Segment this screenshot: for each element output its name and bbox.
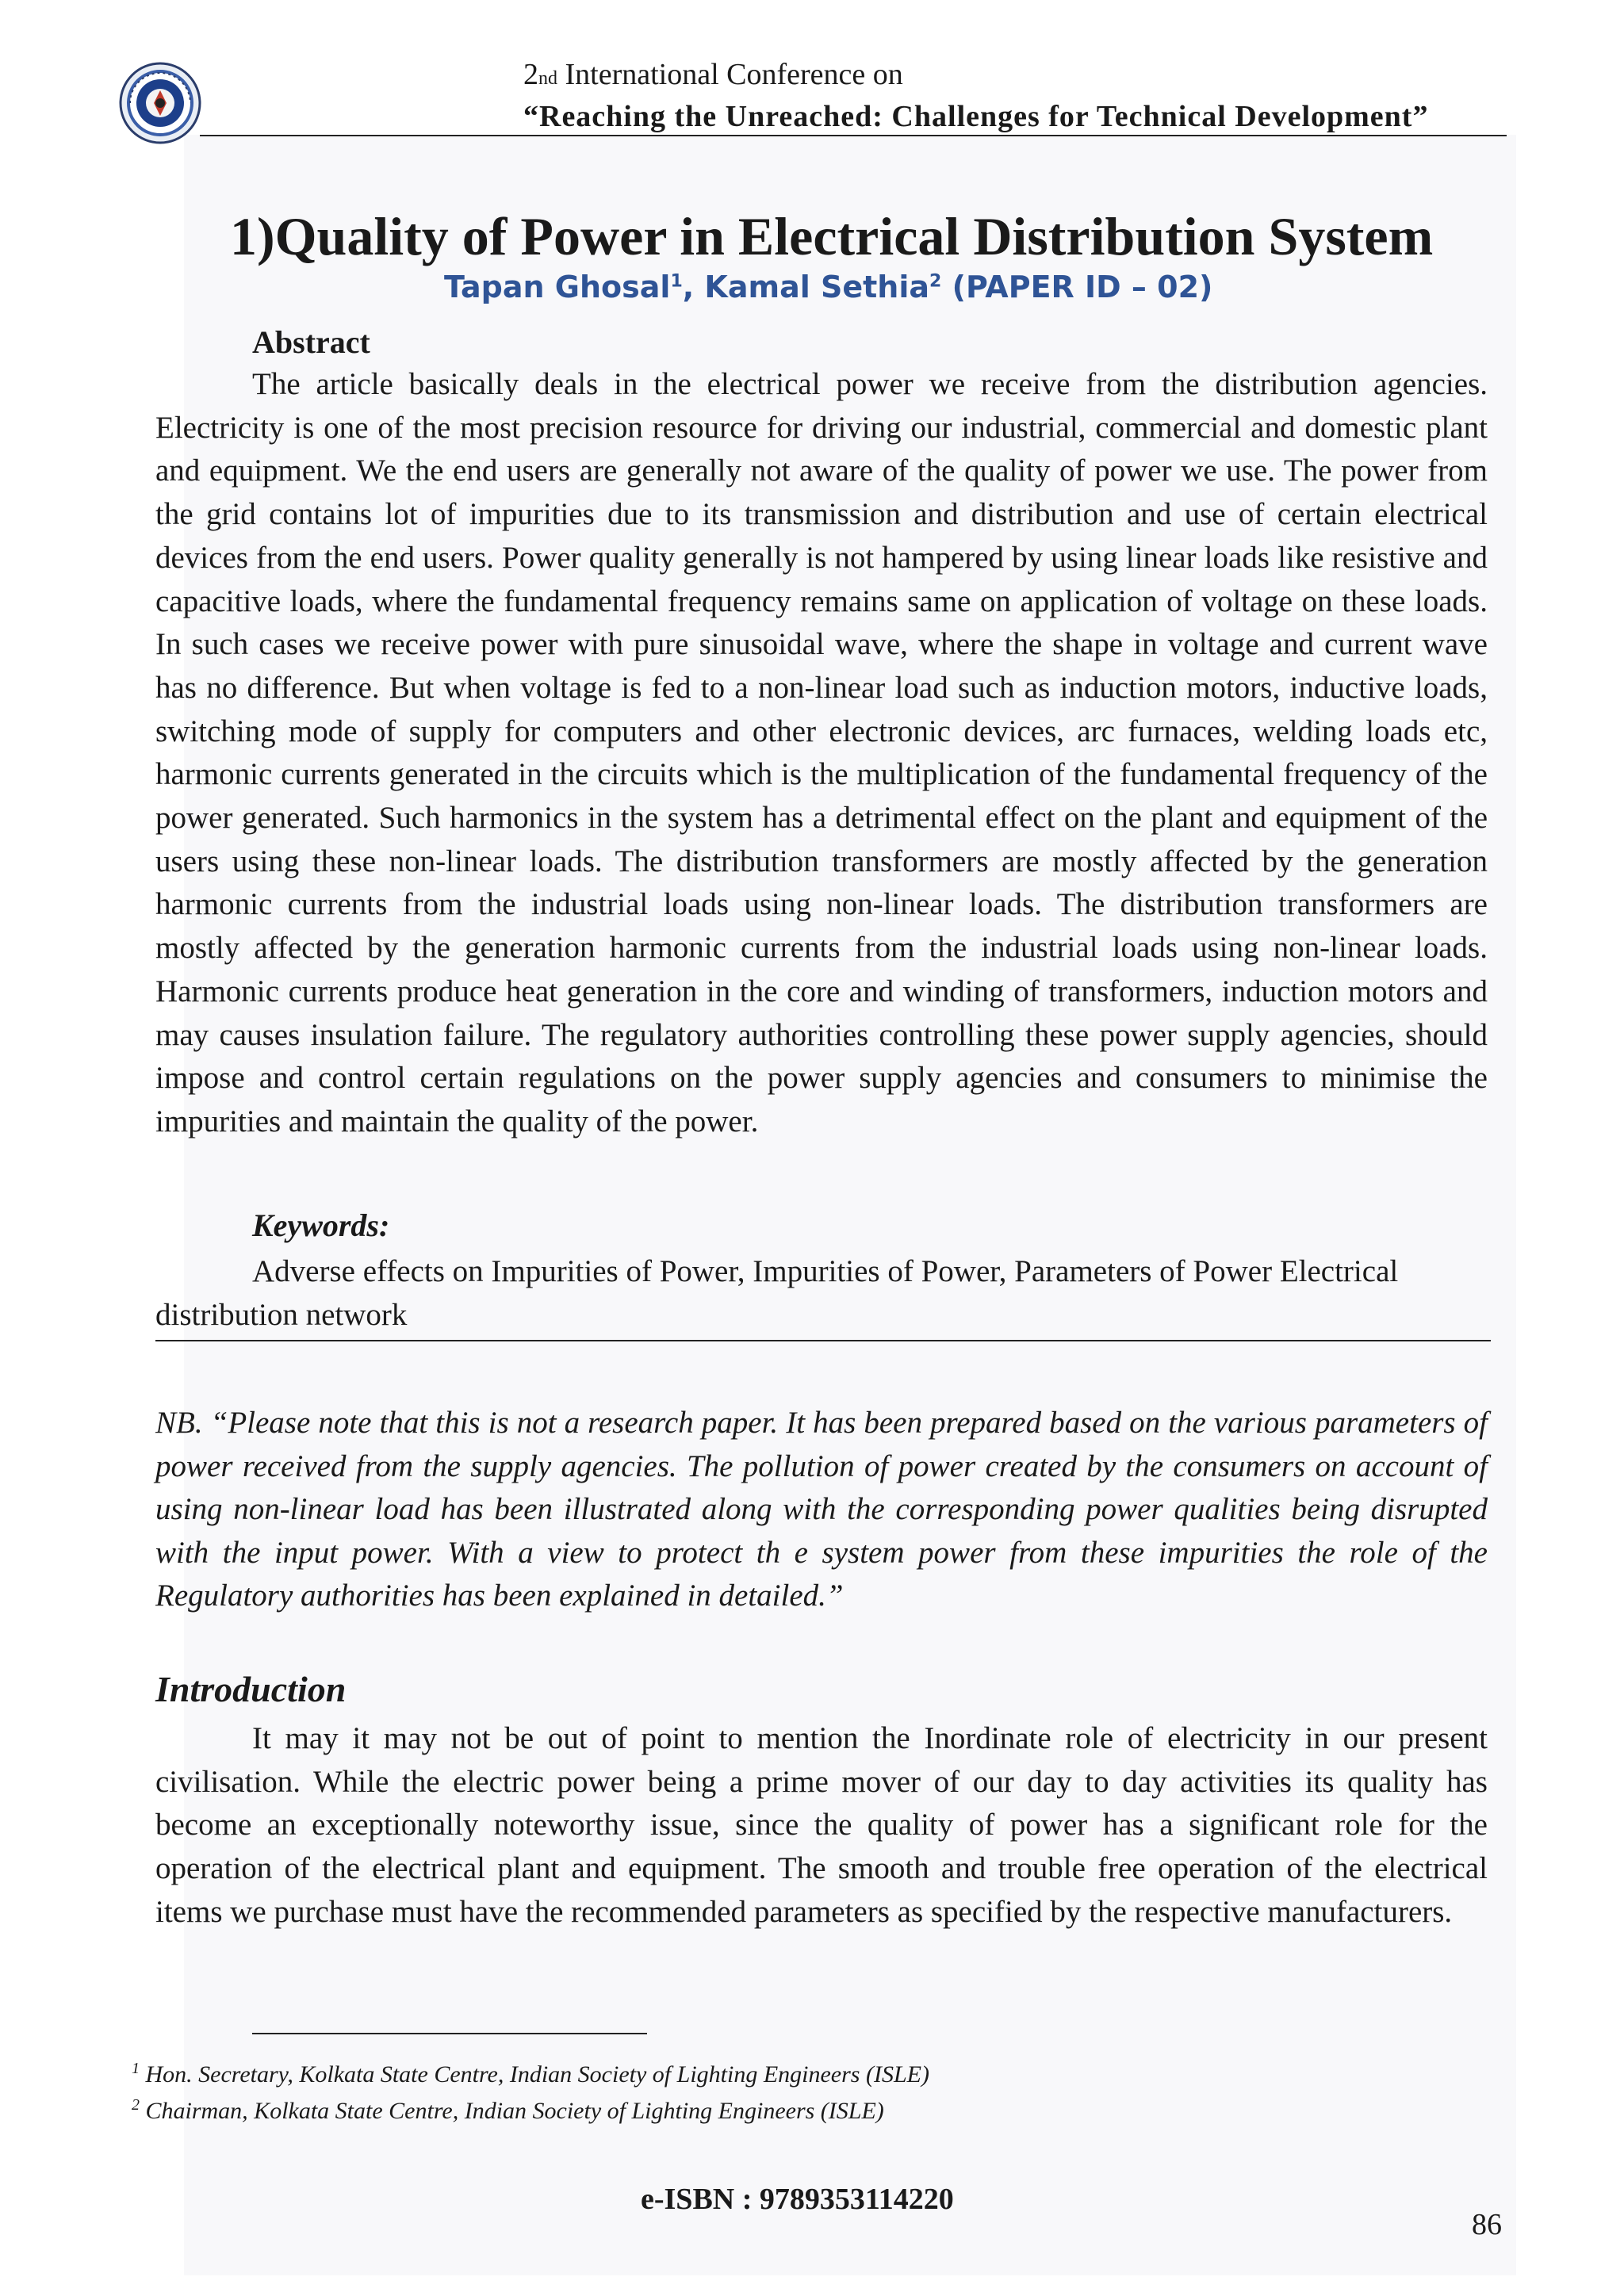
- footnote-1-mark: 1: [132, 2060, 140, 2077]
- conference-logo-icon: [119, 62, 201, 144]
- introduction-heading: Introduction: [155, 1669, 347, 1709]
- keywords-divider: [155, 1340, 1491, 1341]
- ordinal-suffix: nd: [538, 68, 557, 89]
- conference-theme: “Reaching the Unreached: Challenges for Technical Development”: [523, 100, 1429, 133]
- keywords-heading: Keywords:: [252, 1207, 390, 1243]
- footnote-2-text: Chairman, Kolkata State Centre, Indian Society of Lighting Engineers (ISLE): [140, 2098, 884, 2124]
- footnote-1-text: Hon. Secretary, Kolkata State Centre, Indian Society of Lighting Engineers (ISLE): [140, 2061, 929, 2087]
- conference-line: [523, 55, 1515, 98]
- header-divider: [200, 135, 1507, 136]
- footnote-1: [132, 2053, 1400, 2090]
- isbn: e-ISBN : 9789353114220: [641, 2183, 954, 2216]
- conference-header: [523, 55, 1515, 136]
- author-1-mark: 1: [670, 271, 683, 292]
- keywords-text: Adverse effects on Impurities of Power, Impurities of Power, Parameters of Power Electrical distribution network: [155, 1254, 1399, 1332]
- footnote-2: [132, 2090, 1400, 2126]
- author-1: Tapan Ghosal: [444, 270, 671, 304]
- conference-name: International Conference on: [565, 58, 903, 91]
- page-number: 86: [1472, 2208, 1502, 2241]
- author-2: Kamal Sethia: [704, 270, 930, 304]
- footnote-divider: [252, 2033, 647, 2034]
- paper-id: (PAPER ID – 02): [941, 270, 1213, 304]
- introduction-text: It may it may not be out of point to mention the Inordinate role of electricity in our present civilisation. While the electric power being a prime mover of our day to day activities its quality has become an exceptionally noteworthy issue, since the quality of power has a significant role for the operation of the electrical plant and equipment. The smooth and trouble free operation of the electrical items we purchase must have the recommended parameters as specified by the respective manufacturers.: [155, 1721, 1488, 1929]
- footnotes: [132, 2053, 1400, 2126]
- paper-title: 1)Quality of Power in Electrical Distribution System: [230, 206, 1434, 266]
- abstract-text: The article basically deals in the electrical power we receive from the distribution agencies. Electricity is one of the most precision resource for driving our industrial, commercial and domestic plant and equipment. We the end users are generally not aware of the quality of power we use. The power from the grid contains lot of impurities due to its transmission and distribution and use of certain electrical devices from the end users. Power quality generally is not hampered by using linear loads like resistive and capacitive loads, where the fundamental frequency remains same on application of voltage on these loads. In such cases we receive power with pure sinusoidal wave, where the shape in voltage and current wave has no difference. But when voltage is fed to a non-linear load such as induction motors, inductive loads, switching mode of supply for computers and other electronic devices, arc furnaces, welding loads etc, harmonic currents generated in the circuits which is the multiplication of the fundamental frequency of the power generated. Such harmonics in the system has a detrimental effect on the plant and equipment of the users using these non-linear loads. The distribution transformers are mostly affected by the generation harmonic currents from the industrial loads using non-linear loads. The distribution transformers are mostly affected by the generation harmonic currents from the industrial loads using non-linear loads. Harmonic currents produce heat generation in the core and winding of transformers, induction motors and may causes insulation failure. The regulatory authorities controlling these power supply agencies, should impose and control certain regulations on the power supply agencies and consumers to minimise the impurities and maintain the quality of the power.: [155, 367, 1488, 1138]
- author-2-mark: 2: [929, 271, 942, 292]
- ordinal-number: 2: [523, 58, 538, 91]
- author-separator: ,: [682, 270, 705, 304]
- nb-note: NB. “Please note that this is not a research paper. It has been prepared based on the various parameters of power received from the supply agencies. The pollution of power created by the consumers on account of using non-linear load has been illustrated along with the corresponding power qualities being disrupted with the input power. With a view to protect th e system power from these impurities the role of the Regulatory authorities has been explained in detailed.”: [155, 1406, 1488, 1613]
- author-line: [444, 270, 1396, 304]
- footnote-2-mark: 2: [132, 2096, 140, 2114]
- abstract-heading: Abstract: [252, 324, 370, 360]
